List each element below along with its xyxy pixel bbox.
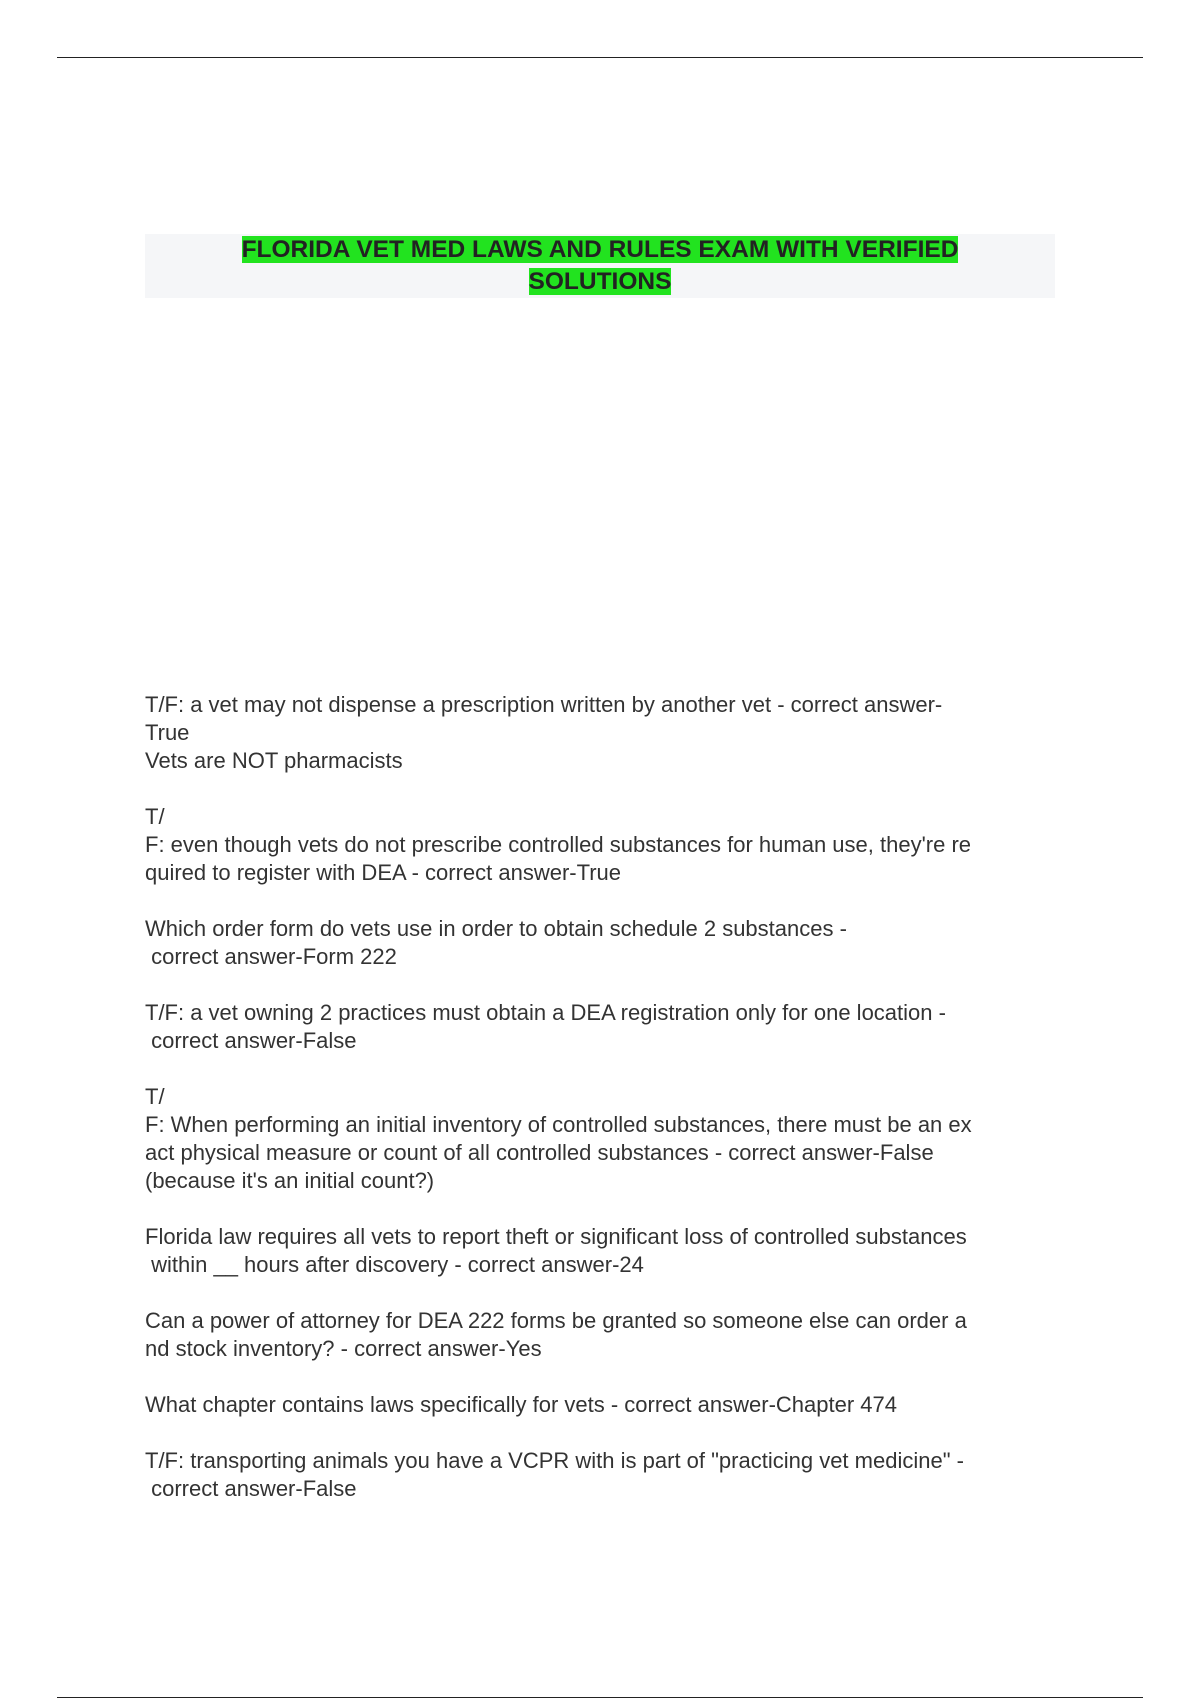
document-title	[242, 236, 959, 295]
qa-line: Florida law requires all vets to report theft or significant loss of controlled substances	[145, 1224, 967, 1249]
qa-entry	[145, 691, 1060, 775]
qa-line: correct answer-False	[145, 1476, 357, 1501]
qa-line: T/F: a vet may not dispense a prescription written by another vet - correct answer-	[145, 692, 943, 717]
qa-entry	[145, 915, 1060, 971]
qa-line: T/F: a vet owning 2 practices must obtain a DEA registration only for one location -	[145, 1000, 946, 1025]
qa-line: Vets are NOT pharmacists	[145, 748, 403, 773]
qa-entry	[145, 803, 1060, 887]
qa-entry	[145, 1223, 1060, 1279]
qa-line: Can a power of attorney for DEA 222 forms be granted so someone else can order a	[145, 1308, 967, 1333]
qa-entry	[145, 1307, 1060, 1363]
qa-line: T/	[145, 804, 165, 829]
qa-line: T/	[145, 1084, 165, 1109]
qa-line: nd stock inventory? - correct answer-Yes	[145, 1336, 542, 1361]
qa-line: act physical measure or count of all controlled substances - correct answer-False	[145, 1140, 934, 1165]
qa-entry	[145, 1447, 1060, 1503]
qa-entry	[145, 1083, 1060, 1195]
qa-line: within __ hours after discovery - correct answer-24	[145, 1252, 644, 1277]
qa-line: Which order form do vets use in order to obtain schedule 2 substances -	[145, 916, 847, 941]
qa-entry	[145, 1391, 1060, 1419]
footer-rule	[57, 1697, 1143, 1698]
qa-line: T/F: transporting animals you have a VCPR with is part of "practicing vet medicine" -	[145, 1448, 964, 1473]
qa-line: correct answer-Form 222	[145, 944, 397, 969]
qa-entry	[145, 999, 1060, 1055]
title-line-2: SOLUTIONS	[528, 268, 672, 295]
qa-line: F: even though vets do not prescribe controlled substances for human use, they're re	[145, 832, 971, 857]
qa-line: What chapter contains laws specifically for vets - correct answer-Chapter 474	[145, 1392, 897, 1417]
qa-line: correct answer-False	[145, 1028, 357, 1053]
qa-line: F: When performing an initial inventory of controlled substances, there must be an ex	[145, 1112, 972, 1137]
title-line-1: FLORIDA VET MED LAWS AND RULES EXAM WITH VERIFIED	[241, 236, 959, 263]
qa-line: quired to register with DEA - correct answer-True	[145, 860, 622, 885]
title-band	[145, 234, 1055, 298]
qa-line: (because it's an initial count?)	[145, 1168, 435, 1193]
qa-line: True	[145, 720, 190, 745]
header-rule	[57, 57, 1143, 58]
qa-list	[145, 691, 1060, 1531]
